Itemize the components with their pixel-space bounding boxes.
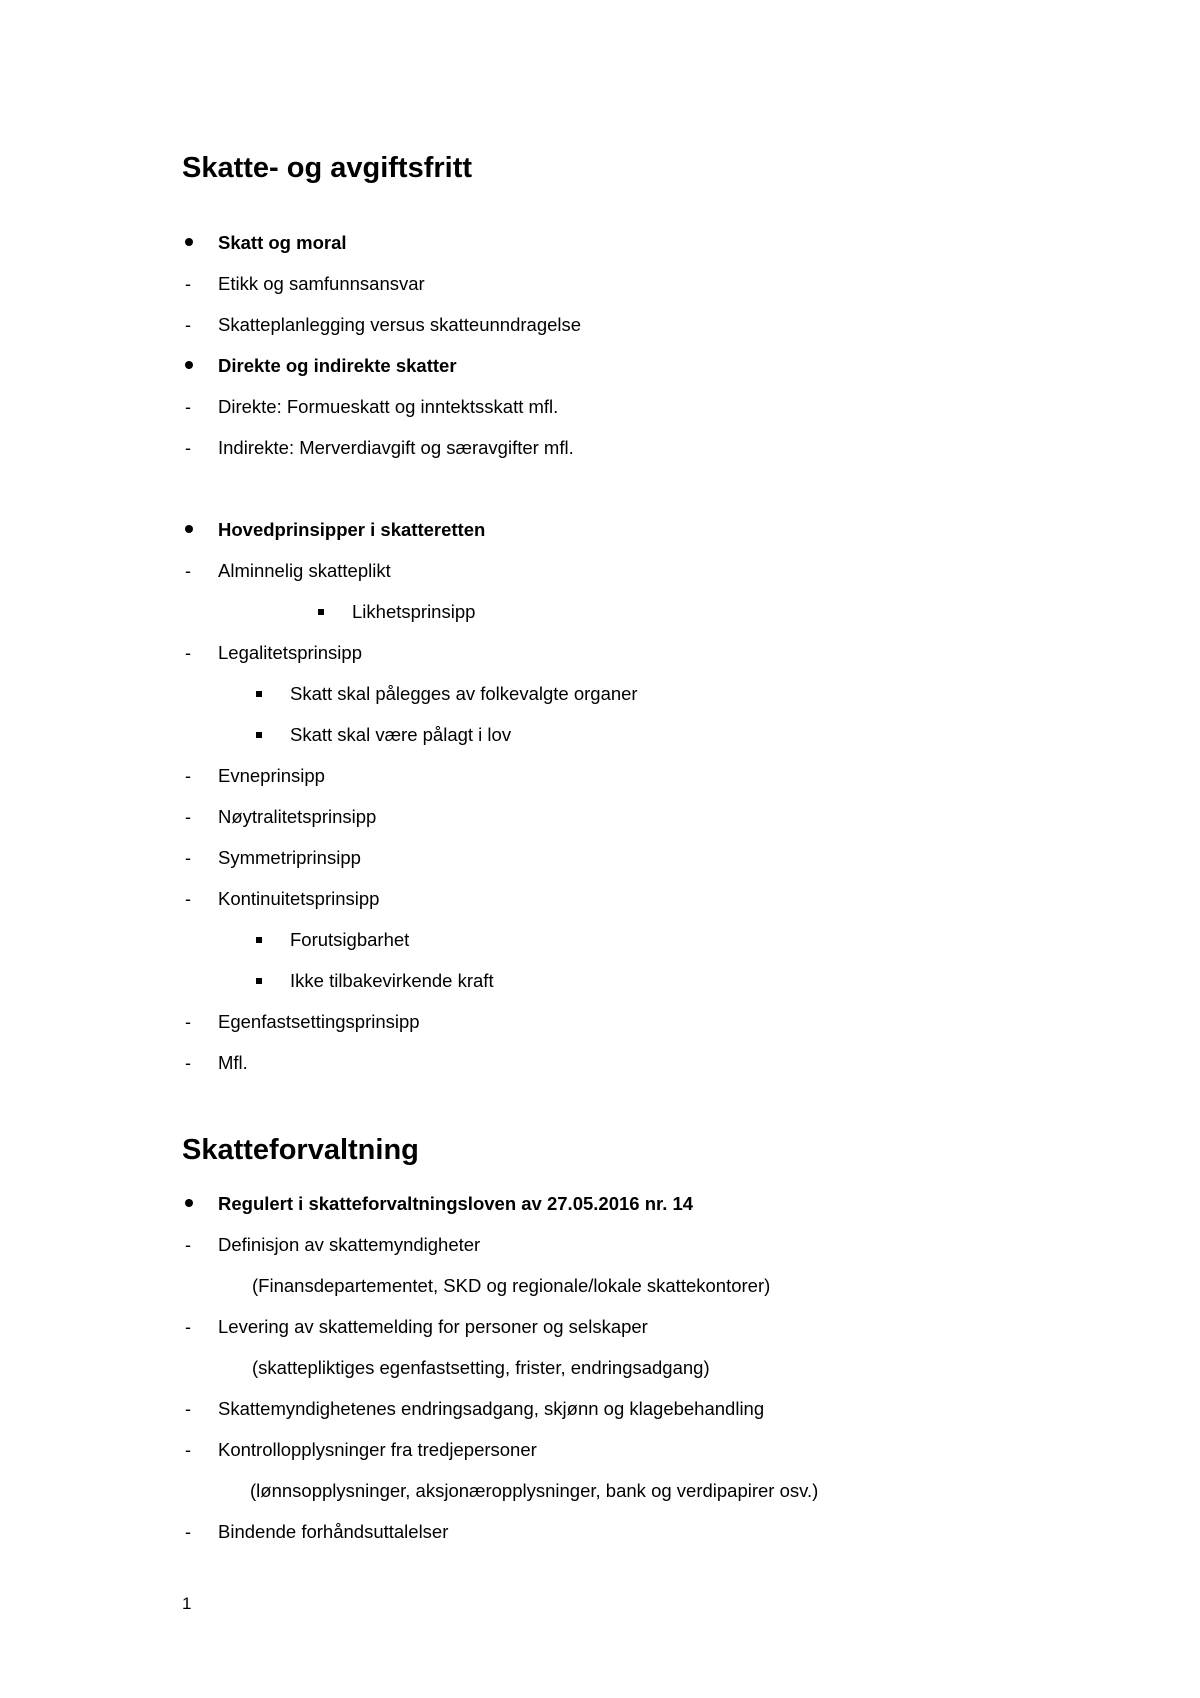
list-item: Skatt skal være pålagt i lov bbox=[290, 724, 512, 745]
dash-marker: - bbox=[185, 889, 191, 909]
list-item: Indirekte: Merverdiavgift og særavgifter mfl. bbox=[218, 437, 574, 458]
list-item: Legalitetsprinsipp bbox=[218, 642, 362, 663]
list-item: Skatt og moral bbox=[218, 232, 347, 253]
list-item-note: (lønnsopplysninger, aksjonæropplysninger, bank og verdipapirer osv.) bbox=[250, 1480, 819, 1501]
section-heading: Skatteforvaltning bbox=[182, 1134, 419, 1166]
square-marker bbox=[318, 609, 324, 615]
dash-marker: - bbox=[185, 1399, 191, 1419]
list-item: Regulert i skatteforvaltningsloven av 27.05.2016 nr. 14 bbox=[218, 1193, 694, 1214]
list-item: Egenfastsettingsprinsipp bbox=[218, 1011, 420, 1032]
dash-marker: - bbox=[185, 848, 191, 868]
bullet-marker bbox=[185, 361, 193, 369]
list-item: Skatteplanlegging versus skatteunndragelse bbox=[218, 314, 582, 335]
list-item: Evneprinsipp bbox=[218, 765, 325, 786]
list-item: Kontrollopplysninger fra tredjepersoner bbox=[218, 1439, 537, 1460]
dash-marker: - bbox=[185, 1317, 191, 1337]
list-item: Direkte: Formueskatt og inntektsskatt mfl. bbox=[218, 396, 559, 417]
dash-marker: - bbox=[185, 807, 191, 827]
list-item: Direkte og indirekte skatter bbox=[218, 355, 457, 376]
list-item-note: (skattepliktiges egenfastsetting, frister, endringsadgang) bbox=[252, 1357, 710, 1378]
list-item: Nøytralitetsprinsipp bbox=[218, 806, 377, 827]
bullet-marker bbox=[185, 1199, 193, 1207]
list-item: Mfl. bbox=[218, 1052, 248, 1073]
list-item: Alminnelig skatteplikt bbox=[218, 560, 391, 581]
square-marker bbox=[256, 691, 262, 697]
dash-marker: - bbox=[185, 1053, 191, 1073]
dash-marker: - bbox=[185, 1522, 191, 1542]
dash-marker: - bbox=[185, 397, 191, 417]
bullet-marker bbox=[185, 238, 193, 246]
list-item: Etikk og samfunnsansvar bbox=[218, 273, 425, 294]
dash-marker: - bbox=[185, 1235, 191, 1255]
dash-marker: - bbox=[185, 643, 191, 663]
list-item: Skatt skal pålegges av folkevalgte organer bbox=[290, 683, 638, 704]
dash-marker: - bbox=[185, 274, 191, 294]
list-item: Kontinuitetsprinsipp bbox=[218, 888, 380, 909]
dash-marker: - bbox=[185, 315, 191, 335]
dash-marker: - bbox=[185, 1012, 191, 1032]
dash-marker: - bbox=[185, 766, 191, 786]
section-heading: Skatte- og avgiftsfritt bbox=[182, 152, 473, 184]
list-item-note: (Finansdepartementet, SKD og regionale/lokale skattekontorer) bbox=[252, 1275, 771, 1296]
dash-marker: - bbox=[185, 1440, 191, 1460]
bullet-marker bbox=[185, 525, 193, 533]
list-item: Forutsigbarhet bbox=[290, 929, 410, 950]
list-item: Skattemyndighetenes endringsadgang, skjønn og klagebehandling bbox=[218, 1398, 765, 1419]
list-item: Hovedprinsipper i skatteretten bbox=[218, 519, 486, 540]
list-item: Bindende forhåndsuttalelser bbox=[218, 1521, 449, 1542]
list-item: Ikke tilbakevirkende kraft bbox=[290, 970, 494, 991]
list-item: Levering av skattemelding for personer og selskaper bbox=[218, 1316, 648, 1337]
square-marker bbox=[256, 732, 262, 738]
square-marker bbox=[256, 978, 262, 984]
dash-marker: - bbox=[185, 561, 191, 581]
list-item: Likhetsprinsipp bbox=[352, 601, 476, 622]
dash-marker: - bbox=[185, 438, 191, 458]
list-item: Definisjon av skattemyndigheter bbox=[218, 1234, 481, 1255]
square-marker bbox=[256, 937, 262, 943]
page-number: 1 bbox=[182, 1594, 192, 1613]
list-item: Symmetriprinsipp bbox=[218, 847, 361, 868]
